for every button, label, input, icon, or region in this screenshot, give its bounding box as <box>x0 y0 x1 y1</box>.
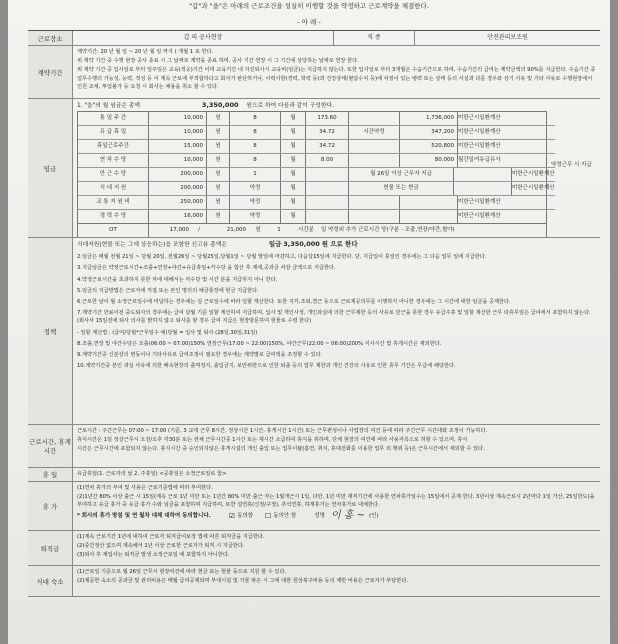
wage-subnote: 현물 또는 현금 <box>349 182 454 195</box>
wage-hours: 34.72 <box>306 126 349 139</box>
wage-sum <box>400 210 458 223</box>
policy-list <box>77 253 596 370</box>
wage-hours: 34.72 <box>306 140 349 153</box>
policy-item: 9.계약기간중 신분상의 변동이나 기타사유로 급여조정이 필요한 경우에는 계약별로 급여액을 조정할 수 있다. <box>77 352 323 359</box>
wage-table <box>77 111 555 224</box>
wage-table-row <box>78 140 555 154</box>
wage-multiplier: 약정 <box>230 210 281 223</box>
policy-item: 2.임금은 매월 전월 21일 ~ 당월 20일, 전월26일 ~ 당월25일,당월1일 ~ 당월 말일에 마감하고, 다음달15일에 지급한다. 단, 지급일이 휴일인 경우에는 그 다음 업무 일에 지급한다. <box>77 254 487 261</box>
agree-checkbox[interactable]: ☑ <box>228 511 236 520</box>
wage-multiplier: 1 <box>230 168 281 181</box>
wage-period: 월 <box>281 154 306 167</box>
signature-scribble: 이 홍 ~ <box>330 509 366 521</box>
ot-unit: 원 <box>255 227 261 234</box>
wage-period: 월 <box>281 126 306 139</box>
wage-intro-suffix: 원으로 하여 다음과 같이 구성한다. <box>246 103 334 109</box>
intro-text: "갑"과 "을"은 아래의 근로조건을 성실히 이행할 것을 약정하고 근로계약을 체결한다. <box>189 2 429 10</box>
wage-subnote <box>349 196 400 209</box>
wage-period: 월 <box>281 140 306 153</box>
wage-note: 미한근시일환계산 <box>458 129 501 136</box>
ot-amount: 17,000 <box>169 227 189 234</box>
wage-hours <box>306 210 349 223</box>
policy-item: 8.조출,연장 및 야간수당은 조출(06:00 ~ 07:00)150% 연장근무(17:00 ~ 22:00)150%, 야간근무(22:00 ~ 06:00)200% 식사시간 및 휴게시간은 제외한다. <box>77 340 442 347</box>
wage-table-row <box>78 168 555 182</box>
wage-unit: 원 <box>207 140 230 153</box>
severance-line-3: (3)퇴사 후 재입사는 퇴직금 발생 소정근로일 에 포함하지 아니한다. <box>77 552 230 559</box>
wage-amount: 10,000 <box>149 154 207 167</box>
wage-hours: 173.60 <box>306 112 349 125</box>
wage-item: 휴일근로주간 <box>78 140 149 153</box>
wage-subnote <box>349 140 400 153</box>
policy-item: 10.계약기간중 본인 과실 사유에 의한 배속현장의 출역정지, 출입금지, 보안위반으로 인한 퇴출 등의 업무 제한과 개인 건강의 사유로 인한 휴무 기간은 무급에 해당한다. <box>77 363 456 370</box>
wage-subnote: 월 26일 이상 근무자 지급 <box>349 168 454 181</box>
policy-item: 6.근로한 날이 월 소정근로일수에 미달하는 경우에는 실 근로일수에 따라 일할 계산한다. 또한 지각,조퇴,결근 등으로 근로제공의무를 이행하지 아니한 경우에는 그 시간에 대한 임금을 공제한다. <box>77 299 511 306</box>
period-line-1: 계약기간: 20 년 월 일 ~ 20 년 월 일 까지 ( 개월 1 로 한다. <box>77 49 214 55</box>
holiday-label: 휴 일 <box>28 468 73 481</box>
policy-item: 3.지급임금은 약정근로시간+조출+연장+야간+유급휴일+각수당 을 합산 후 제세,공과금 차감 금액으로 지급한다. <box>77 265 336 272</box>
holiday-text: 유급휴일(1. 근로자의 날 2. 주휴일) <공휴일은 소정근로일로 함> <box>77 471 227 477</box>
ot-amount-2: 21,000 <box>226 227 246 234</box>
agree-label: 동의함 <box>237 512 254 519</box>
wage-subnote <box>349 112 400 125</box>
ot-hours: 1 <box>277 227 281 234</box>
wage-sum: 520,800 <box>400 140 458 153</box>
meals-line-2: (2)제공한 숙소의 공과금 및 관리비용은 매월 급여공제되며 부대시설 및 기물 파손 시 그에 대한 원상복구비용 등의 제반 비용은 근로자가 부담한다. <box>77 578 408 585</box>
wage-note: 미한근시일환계산 <box>512 171 555 178</box>
ot-sep: / <box>198 227 200 234</box>
wage-table-row <box>78 126 555 140</box>
wage-period: 월 <box>281 182 306 195</box>
job-value: 안전관리보조원 <box>487 34 528 41</box>
wage-period: 월 <box>281 168 306 181</box>
leave-consent-text: * 회사의 휴가 방침 및 연 월차 대체 대하여 동의합니다. <box>77 512 211 519</box>
wage-multiplier: 8 <box>230 154 281 167</box>
wage-table-row <box>78 182 555 196</box>
leave-row <box>28 482 600 531</box>
wage-period: 월 <box>281 210 306 223</box>
policy-label: 정책 <box>28 238 73 424</box>
policy-total-label: 일금 <box>268 240 282 248</box>
sign-label: 성명 <box>314 512 325 519</box>
period-line-2: 위 계약 기간 중 수행 현장 공사 종료 시 그 날짜로 계약을 종료 하며, 공사 기간 연장 시 그 기간에 상당하는 날짜로 연장 한다. <box>77 58 359 65</box>
wage-unit: 원 <box>207 126 230 139</box>
wage-total: 3,350,000 <box>201 101 239 109</box>
wage-item: 경 력 수 당 <box>78 210 149 223</box>
seal-label: (인) <box>369 512 379 519</box>
wage-multiplier: 약정 <box>230 182 281 195</box>
policy-row <box>28 238 600 425</box>
workplace-row <box>28 31 600 46</box>
leave-label: 휴 가 <box>28 482 73 530</box>
disagree-label: 동의안 함 <box>273 512 297 519</box>
wage-subnote <box>349 210 400 223</box>
wage-sum: 1,736,000 <box>400 112 458 125</box>
wage-amount: 200,000 <box>149 182 207 195</box>
ot-hour-unit: 시간분 <box>298 227 314 234</box>
wage-multiplier: 8 <box>230 126 281 139</box>
meals-line-1: (1)근로일 기준으로 월 26일 근무시 현장여건에 따라 현금 또는 현물 등으로 지원 할 수 있다. <box>77 569 287 575</box>
wage-hours <box>306 182 349 195</box>
severance-label: 퇴직금 <box>28 531 73 565</box>
hours-row <box>28 425 600 468</box>
contract-sheet <box>8 0 610 644</box>
wage-period: 월 <box>281 112 306 125</box>
severance-line-2: (2)중간정산 없으며 계속해서 1년 이상 근로한 근로자가 퇴직 시 지급한다. <box>77 543 245 550</box>
hours-line-2: 휴식시간은 1일 정상근무시 오전/오후 각30분 또는 전체 근무시간중 1시간 또는 제시간 소급하여 휴식을 취하며, 단체 현장의 여건에 따라 사용자측으로 허할 수 있으며, 휴식 <box>77 437 468 444</box>
wage-item: 교 통 지 원 비 <box>78 196 149 209</box>
meals-label: 식대 숙소 <box>28 566 73 596</box>
wage-period: 월 <box>281 196 306 209</box>
wage-item: 유 급 휴 일 <box>78 126 149 139</box>
ot-item: OT <box>78 224 149 237</box>
contract-table <box>28 30 600 597</box>
wage-unit: 원 <box>207 196 230 209</box>
wage-item: 만 근 수 당 <box>78 168 149 181</box>
wage-sum <box>454 182 512 195</box>
policy-item: 5.임금의 지급방법은 근로자에 직접 또는 본인 명의의 예금통장에 현금 지급한다. <box>77 287 259 294</box>
job-label: 직 종 <box>334 31 415 45</box>
disagree-checkbox[interactable]: ☐ <box>265 511 272 520</box>
wage-note: 월간일여유급유사 <box>458 157 501 164</box>
wage-amount: 200,000 <box>149 168 207 181</box>
wage-multiplier: 8 <box>230 112 281 125</box>
wage-note: 미한근시일환계산 <box>512 185 555 192</box>
wage-note: 미한근시일환계산 <box>458 199 501 206</box>
ot-text: 일 약정외 추가 근로시간 당(구분 - 조출,연장/야간,철야) <box>321 227 455 234</box>
ot-row <box>77 224 547 237</box>
policy-item: - 일할 계산법 : (급여/당월*근무일수 예)당월 = 입사 및 퇴사 (28일,30일,31일) <box>77 329 258 336</box>
wage-table-row <box>78 210 555 223</box>
wage-table-row <box>78 154 555 168</box>
workplace-value: 갑 의 공사현장 <box>73 31 334 45</box>
wage-unit: 원 <box>207 154 230 167</box>
wage-unit: 원 <box>207 182 230 195</box>
wage-subnote <box>349 154 400 167</box>
wage-hours <box>306 196 349 209</box>
policy-total-amount: 3,350,000 <box>283 240 320 248</box>
policy-total-prefix: 식대지원(현물 또는 그에 상응하는)을 포함한 신고용 총액은 <box>77 242 227 248</box>
wage-amount: 10,000 <box>149 126 207 139</box>
wage-table-row <box>78 112 555 126</box>
wage-note: 미한근시일환계산 <box>458 143 501 150</box>
hours-line-1: 근로시간 : 주간근무는 07:00 ~ 17:00 (기준, 3 교대 근무 8시간, 정상시간 1시간, 휴게시간 1시간) 또는 근무편성이나 사업장의 여건 등에 따라 주간근무 시간대와 조정이 가능하다. <box>77 428 488 434</box>
meals-row <box>28 566 600 597</box>
wage-note: 미한근시일환계산 <box>458 213 501 220</box>
wage-hours <box>306 168 349 181</box>
wage-amount: 15,000 <box>149 140 207 153</box>
wage-note: 미한근시일환계산 <box>458 115 501 122</box>
policy-item: 7.계약기간 만료이전 중도퇴사의 경우에는 급여 당월 기준 일할 계산하여 지급하며, 입사 및 개인사정, 개인과실에 의한 근무제한 등의 사유로 만근을 못한 경우 유급주휴 및 일할 계산한 근무 타휴무일은 급여에서 포함하지 않는다. (회사사 15일전에 퇴사 의사를 밝히지 않고 퇴사를 할 경우 급여 지급은 현장방문하여 현물로 수령 한다) <box>77 310 591 325</box>
wage-amount: 16,000 <box>149 210 207 223</box>
wage-item: 연 차 수 당 <box>78 154 149 167</box>
workplace-label: 근로장소 <box>28 31 73 45</box>
wage-multiplier: 8 <box>230 140 281 153</box>
wage-intro-prefix: 1. "을"의 월 임금은 총액 <box>77 103 141 109</box>
wage-hours: 8.00 <box>306 154 349 167</box>
wage-subnote: 시간약정 <box>349 126 400 139</box>
wage-label: 임금 <box>28 99 73 237</box>
severance-row <box>28 531 600 566</box>
hours-label: 근로시간, 휴게시간 <box>28 425 73 467</box>
wage-sum <box>454 168 512 181</box>
wage-side-note: 약정근무 시 지급 <box>551 162 592 168</box>
wage-table-body <box>78 112 555 223</box>
holiday-row <box>28 468 600 482</box>
period-line-3: 위 계약 기간 중 입사일로 부터 일주일은 교육(적응)기간 이며 교육기간 내 자진퇴사시 교육비(임금)는 지급하지 않는다. 또한 입사일로 부터 3개월은 수습기간으로 하며, 수습기간의 급여는 계약금액의 90%를 지급한다. 수습기간 중 업무수행의 가능성, 능력, 적성 등 이 계속 근로에 부적합하다고 회사가 판단하거나, 이력사항(경력, 학력 등)과 건강상태(혈압수치 등)에 차질이 있는 병력 또는 상태 등의 사실과 다를 경우와 상기 사유 및 기타 사유로 수행현장에서 인원 교체, 투입불가 등 요청 시 회사는 채용을 취소 할 수 있다. <box>77 67 596 90</box>
policy-total-suffix: 원 으로 한다 <box>321 240 358 248</box>
wage-row <box>28 99 600 238</box>
period-label: 계약기간 <box>28 46 73 98</box>
severance-line-1: (1)계속 근로기간 1년에 대하여 근로자 퇴직급여보장 법에 따른 퇴직금을 지급한다. <box>77 534 265 540</box>
wage-unit: 원 <box>207 168 230 181</box>
wage-amount: 10,000 <box>149 112 207 125</box>
wage-sum: 80,000 <box>400 154 458 167</box>
leave-line-2: (2)1년간 80% 이상 출근 시 15일(계속 근로 1년 미만 또는 1년간 80% 미만 출근 자는 1월개근시 1일, 다만, 1년 미만 재직기간에 사용한 연차휴가일수는 15일에서 공제 한다. 3년이상 계속근로시 2년마다 1일 가산, 25일한도)을 부여하고 유급 휴가 중 유급 휴가 수와 임금을 포함하며 지급하며, 또한 설연휴(신정/구정), 추석연휴, 하계휴가는 연차휴가로 대체한다. <box>77 494 595 509</box>
wage-item: 식 대 지 원 <box>78 182 149 195</box>
wage-amount: 250,000 <box>149 196 207 209</box>
wage-unit: 원 <box>207 210 230 223</box>
wage-multiplier: 약정 <box>230 196 281 209</box>
period-row <box>28 46 600 99</box>
wage-sum: 347,200 <box>400 126 458 139</box>
wage-item: 통 일 주 간 <box>78 112 149 125</box>
subheading: - 아 래 - <box>297 18 321 26</box>
wage-table-row <box>78 196 555 210</box>
policy-item: 4.약정근로시간을 초과하지 못한 자에 대해서는 각수당 및 시간 분을 지급하지 아니 한다. <box>77 276 278 283</box>
wage-sum <box>400 196 458 209</box>
leave-line-1: (1)연차 휴가의 부여 및 사용은 근로기준법에 따라 부여한다. <box>77 485 213 491</box>
wage-unit: 원 <box>207 112 230 125</box>
hours-line-3: 시간은 근무시간에 포함되지 않는다. 휴식시간 중 승인되지않은 휴게시설의 개인 출입 또는 업무이탈(흡연, 취식, 휴대전화를 이용한 업무 외 행위 등)은 근무시간에서 제외할 수 있다. <box>77 446 485 453</box>
